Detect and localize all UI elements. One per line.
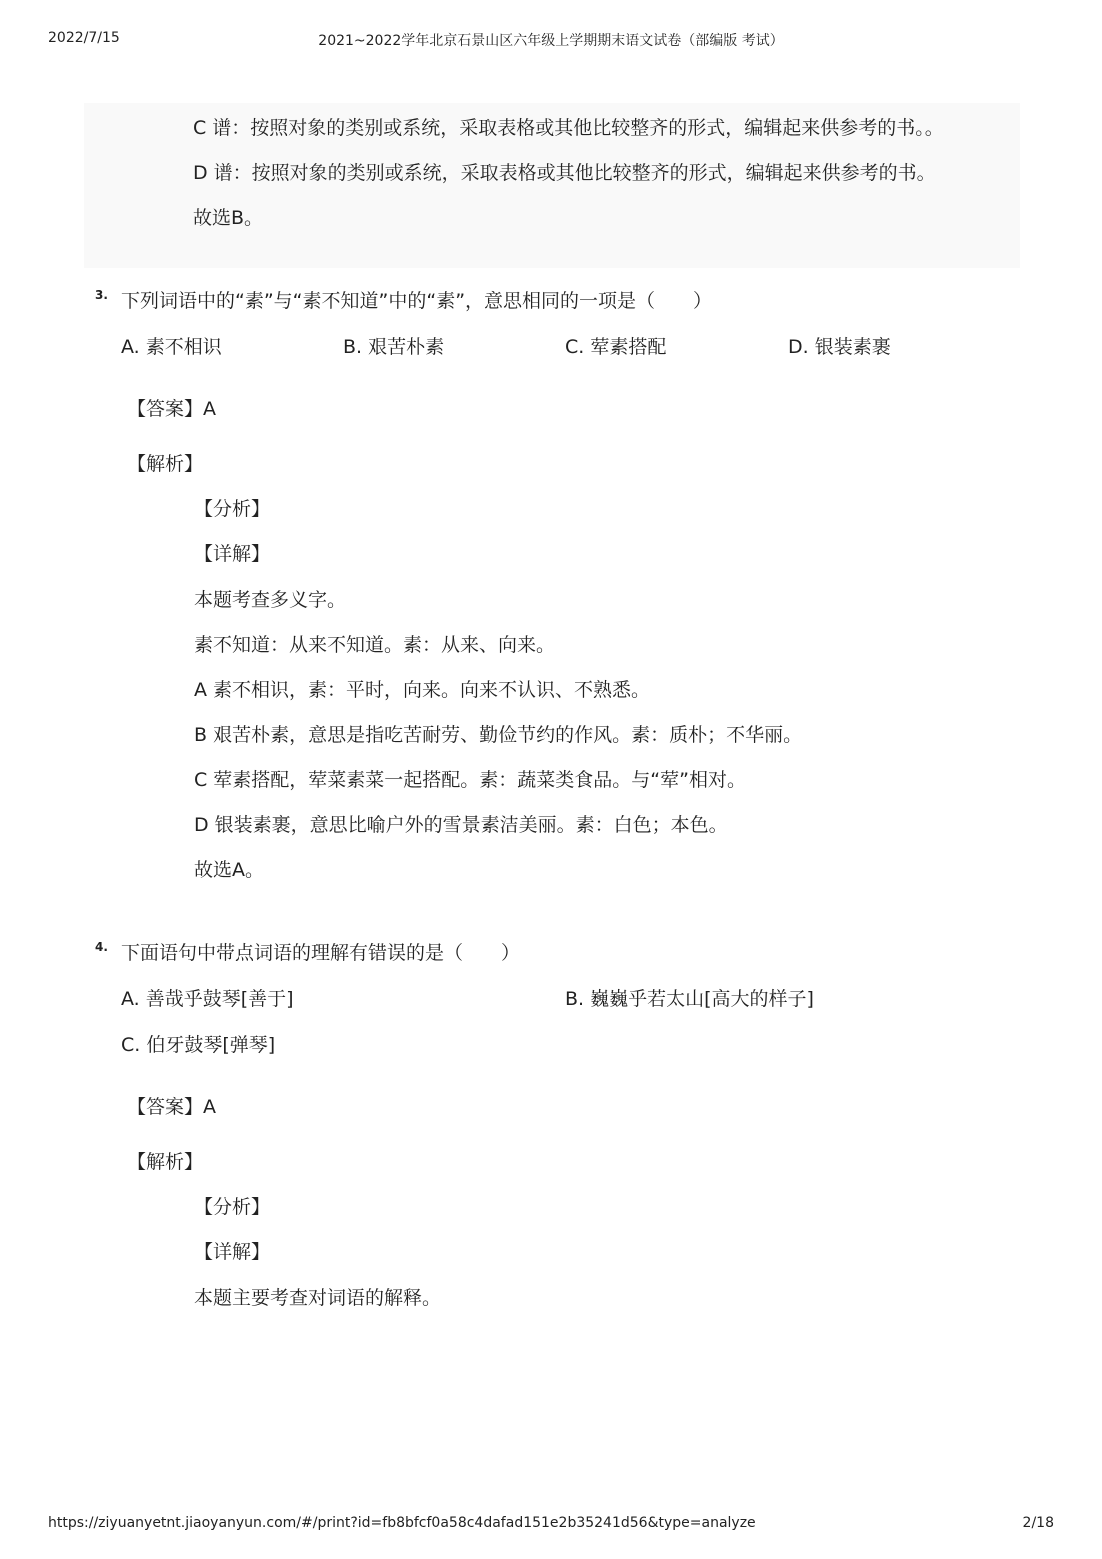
explanation-line: D 谱：按照对象的类别或系统，采取表格或其他比较整齐的形式，编辑起来供参考的书。 <box>193 162 936 184</box>
fenxi-label: 【分析】 <box>194 498 271 520</box>
explanation-line: B 艰苦朴素，意思是指吃苦耐劳、勤俭节约的作风。素：质朴；不华丽。 <box>194 724 803 746</box>
explanation-line: A 素不相识，素：平时，向来。向来不认识、不熟悉。 <box>194 679 651 701</box>
question-number: 4. <box>95 940 108 954</box>
question-number: 3. <box>95 288 108 302</box>
explanation-line: C 谱：按照对象的类别或系统，采取表格或其他比较整齐的形式，编辑起来供参考的书。。 <box>193 117 944 139</box>
option-a: A. 善哉乎鼓琴[善于] <box>121 988 294 1010</box>
question-stem: 下面语句中带点词语的理解有错误的是（ ） <box>121 942 521 964</box>
document-title: 2021~2022学年北京石景山区六年级上学期期末语文试卷（部编版 考试） <box>318 33 784 49</box>
print-date: 2022/7/15 <box>48 30 120 46</box>
option-c: C. 伯牙鼓琴[弹琴] <box>121 1034 276 1056</box>
explanation-line: D 银装素裹，意思比喻户外的雪景素洁美丽。素：白色；本色。 <box>194 814 728 836</box>
previous-explanation-panel <box>84 103 1020 268</box>
option-c: C. 荤素搭配 <box>565 336 667 358</box>
explanation-line: 本题主要考查对词语的解释。 <box>194 1287 442 1309</box>
answer-label: 【答案】A <box>127 1096 216 1118</box>
xiangjie-label: 【详解】 <box>194 543 271 565</box>
page-number: 2/18 <box>1022 1515 1054 1531</box>
explanation-line: 素不知道：从来不知道。素：从来、向来。 <box>194 634 556 656</box>
explanation-line: 故选B。 <box>193 207 264 229</box>
option-d: D. 银装素裹 <box>788 336 891 358</box>
answer-label: 【答案】A <box>127 398 216 420</box>
page-url: https://ziyuanyetnt.jiaoyanyun.com/#/print?id=fb8bfcf0a58c4dafad151e2b35241d56&type=analyze <box>48 1515 756 1531</box>
analysis-label: 【解析】 <box>127 453 204 475</box>
analysis-label: 【解析】 <box>127 1151 204 1173</box>
question-stem: 下列词语中的“素”与“素不知道”中的“素”，意思相同的一项是（ ） <box>121 290 713 312</box>
fenxi-label: 【分析】 <box>194 1196 271 1218</box>
option-a: A. 素不相识 <box>121 336 222 358</box>
explanation-line: 故选A。 <box>194 859 264 881</box>
xiangjie-label: 【详解】 <box>194 1241 271 1263</box>
explanation-line: 本题考查多义字。 <box>194 589 347 611</box>
explanation-line: C 荤素搭配，荤菜素菜一起搭配。素：蔬菜类食品。与“荤”相对。 <box>194 769 746 791</box>
option-b: B. 巍巍乎若太山[高大的样子] <box>565 988 814 1010</box>
option-b: B. 艰苦朴素 <box>343 336 445 358</box>
